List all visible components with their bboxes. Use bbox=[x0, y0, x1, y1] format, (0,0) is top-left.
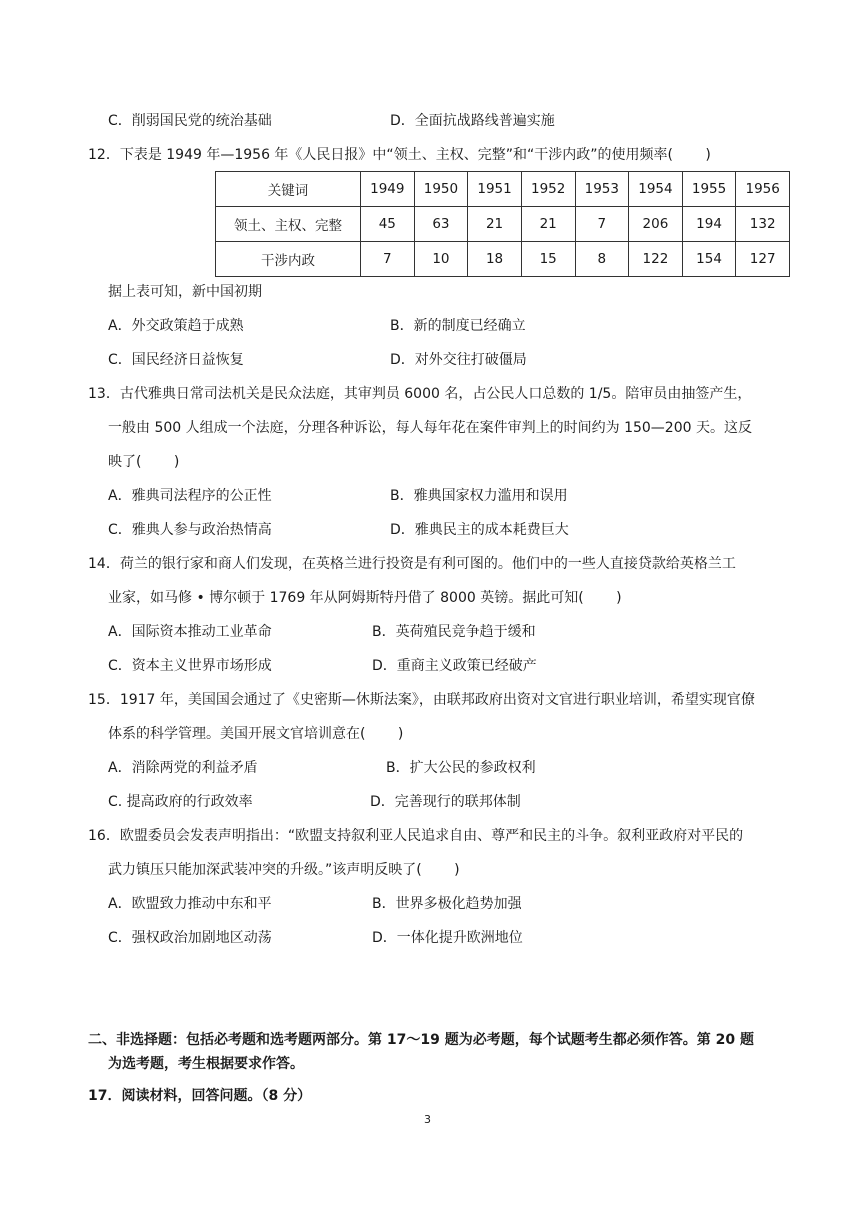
table-cell: 1949 bbox=[361, 172, 415, 207]
table-cell: 15 bbox=[521, 242, 575, 277]
q14-option-d: D．重商主义政策已经破产 bbox=[372, 658, 537, 674]
q12-option-c: C．国民经济日益恢复 bbox=[108, 352, 244, 368]
table-cell: 127 bbox=[736, 242, 790, 277]
q15-text-1: 1917 年，美国国会通过了《史密斯—休斯法案》，由联邦政府出资对文官进行职业培训，希望实现官僚 bbox=[119, 692, 755, 708]
table-cell: 21 bbox=[521, 207, 575, 242]
q12-stem bbox=[88, 145, 711, 165]
q14-line-1 bbox=[88, 554, 736, 574]
q16-text-1: 欧盟委员会发表声明指出：“欧盟支持叙利亚人民追求自由、尊严和民主的斗争。叙利亚政府对平民的 bbox=[119, 828, 744, 844]
q16-option-a: A．欧盟致力推动中东和平 bbox=[108, 896, 272, 912]
q14-number: 14． bbox=[88, 556, 120, 572]
table-cell: 7 bbox=[361, 242, 415, 277]
q13-line-2: 一般由 500 人组成一个法庭，分理各种诉讼，每人每年花在案件审判上的时间约为 150—200 天。这反 bbox=[108, 420, 752, 436]
table-cell: 8 bbox=[575, 242, 629, 277]
q12-follow: 据上表可知，新中国初期 bbox=[108, 284, 262, 300]
table-cell: 132 bbox=[736, 207, 790, 242]
frequency-table bbox=[215, 171, 790, 277]
table-cell: 1953 bbox=[575, 172, 629, 207]
q16-option-c: C．强权政治加剧地区动荡 bbox=[108, 930, 272, 946]
table-cell: 干涉内政 bbox=[216, 242, 361, 277]
q13-option-d: D．雅典民主的成本耗费巨大 bbox=[390, 522, 569, 538]
table-cell: 1952 bbox=[521, 172, 575, 207]
q14-option-a: A．国际资本推动工业革命 bbox=[108, 624, 272, 640]
table-cell: 122 bbox=[629, 242, 683, 277]
table-header-row bbox=[216, 172, 790, 207]
page-number: 3 bbox=[424, 1113, 431, 1126]
q15-number: 15． bbox=[88, 692, 120, 708]
table-cell: 领土、主权、完整 bbox=[216, 207, 361, 242]
q17-heading: 17．阅读材料，回答问题。（8 分） bbox=[88, 1088, 312, 1104]
q15-option-d: D．完善现行的联邦体制 bbox=[370, 794, 521, 810]
table-cell: 1950 bbox=[414, 172, 468, 207]
table-cell: 206 bbox=[629, 207, 683, 242]
q11-option-c: C．削弱国民党的统治基础 bbox=[108, 113, 272, 129]
q12-option-d: D．对外交往打破僵局 bbox=[390, 352, 527, 368]
q14-line-2: 业家，如马修 • 博尔顿于 1769 年从阿姆斯特丹借了 8000 英镑。据此可知( ) bbox=[108, 590, 622, 606]
q16-option-d: D．一体化提升欧洲地位 bbox=[372, 930, 523, 946]
q15-option-a: A．消除两党的利益矛盾 bbox=[108, 760, 258, 776]
q16-line-2: 武力镇压只能加深武装冲突的升级。”该声明反映了( ) bbox=[108, 862, 460, 878]
table-cell: 45 bbox=[361, 207, 415, 242]
q14-option-c: C．资本主义世界市场形成 bbox=[108, 658, 272, 674]
section-2-heading-line-2: 为选考题，考生根据要求作答。 bbox=[108, 1056, 304, 1072]
q11-option-d: D．全面抗战路线普遍实施 bbox=[390, 113, 555, 129]
q13-text-1: 古代雅典日常司法机关是民众法庭，其审判员 6000 名，占公民人口总数的 1/5。陪审员由抽签产生， bbox=[119, 386, 752, 402]
q13-line-1 bbox=[88, 384, 751, 404]
table-cell: 1951 bbox=[468, 172, 522, 207]
table-cell: 21 bbox=[468, 207, 522, 242]
q12-stem-text: 下表是 1949 年—1956 年《人民日报》中“领土、主权、完整”和“干涉内政”的使用频率( ) bbox=[119, 147, 711, 163]
table-cell: 63 bbox=[414, 207, 468, 242]
q13-line-3: 映了( ) bbox=[108, 454, 180, 470]
table-cell: 18 bbox=[468, 242, 522, 277]
table-cell: 194 bbox=[682, 207, 736, 242]
table-cell: 10 bbox=[414, 242, 468, 277]
q15-option-c: C. 提高政府的行政效率 bbox=[108, 794, 253, 810]
table-row bbox=[216, 242, 790, 277]
table-cell: 关键词 bbox=[216, 172, 361, 207]
table-cell: 7 bbox=[575, 207, 629, 242]
table-cell: 1954 bbox=[629, 172, 683, 207]
q16-number: 16． bbox=[88, 828, 120, 844]
table-cell: 1955 bbox=[682, 172, 736, 207]
q15-line-2: 体系的科学管理。美国开展文官培训意在( ) bbox=[108, 726, 404, 742]
q12-option-a: A．外交政策趋于成熟 bbox=[108, 318, 244, 334]
q12-number: 12． bbox=[88, 147, 120, 163]
q13-number: 13． bbox=[88, 386, 120, 402]
q15-line-1 bbox=[88, 690, 755, 710]
table-cell: 154 bbox=[682, 242, 736, 277]
q14-text-1: 荷兰的银行家和商人们发现，在英格兰进行投资是有利可图的。他们中的一些人直接贷款给英格兰工 bbox=[119, 556, 736, 572]
q15-option-b: B．扩大公民的参政权利 bbox=[386, 760, 536, 776]
q14-option-b: B．英荷殖民竞争趋于缓和 bbox=[372, 624, 536, 640]
q16-line-1 bbox=[88, 826, 743, 846]
q13-option-a: A．雅典司法程序的公正性 bbox=[108, 488, 272, 504]
q16-option-b: B．世界多极化趋势加强 bbox=[372, 896, 522, 912]
section-2-heading-line-1: 二、非选择题：包括必考题和选考题两部分。第 17～19 题为必考题，每个试题考生都必须作答。第 20 题 bbox=[88, 1032, 754, 1048]
table-cell: 1956 bbox=[736, 172, 790, 207]
q13-option-b: B．雅典国家权力滥用和误用 bbox=[390, 488, 568, 504]
table-row bbox=[216, 207, 790, 242]
q13-option-c: C．雅典人参与政治热情高 bbox=[108, 522, 272, 538]
q12-option-b: B．新的制度已经确立 bbox=[390, 318, 526, 334]
